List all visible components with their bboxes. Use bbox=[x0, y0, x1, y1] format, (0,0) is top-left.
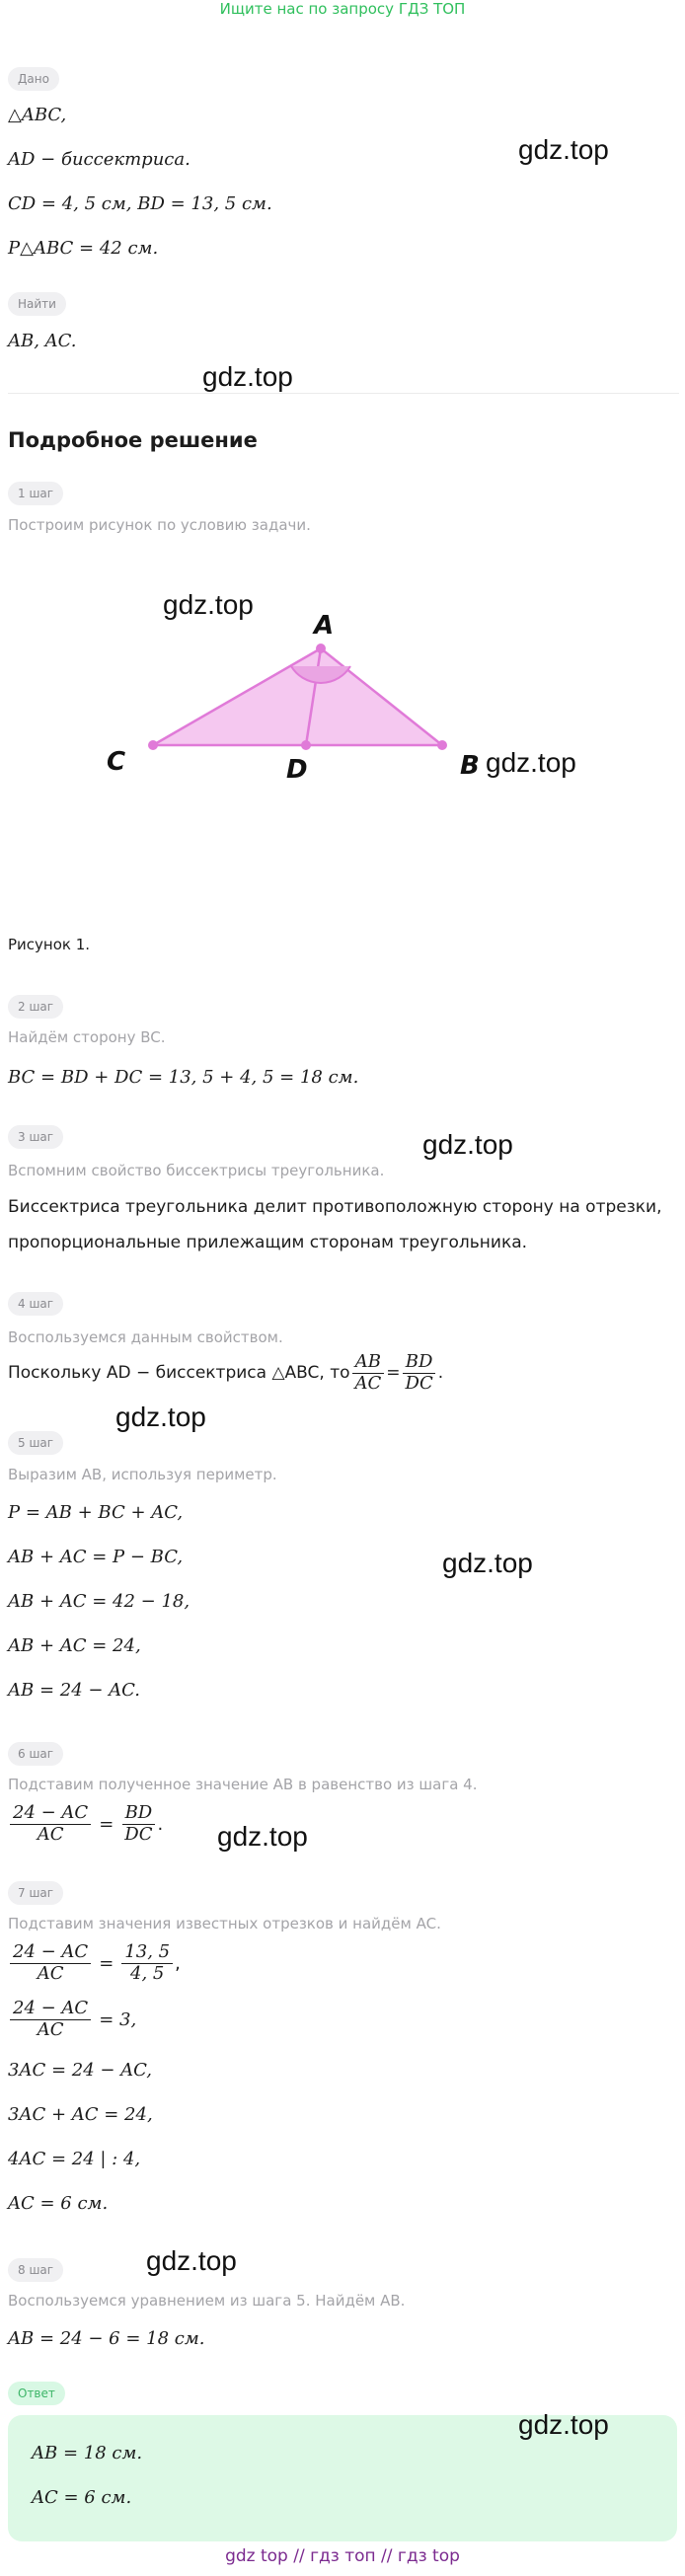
equals-three: = 3, bbox=[99, 2008, 137, 2030]
watermark: gdz.top bbox=[518, 134, 609, 165]
point-b bbox=[437, 740, 447, 750]
step-1-hint: Построим рисунок по условию задачи. bbox=[8, 516, 311, 534]
label-a: A bbox=[314, 611, 335, 641]
figure-caption: Рисунок 1. bbox=[8, 936, 91, 953]
answer-line-2: AC = 6 см. bbox=[32, 2487, 132, 2508]
step-2-hint: Найдём сторону BC. bbox=[8, 1028, 166, 1046]
equals-sign: = bbox=[386, 1363, 401, 1384]
fraction-24-ac bbox=[10, 1999, 91, 2040]
label-b: B bbox=[460, 751, 480, 781]
fraction-ab-ac bbox=[352, 1352, 385, 1394]
fraction-24-ac bbox=[10, 1803, 91, 1845]
watermark: gdz.top bbox=[486, 747, 576, 778]
comma: , bbox=[175, 1952, 181, 1974]
fraction-den: AC bbox=[37, 2018, 64, 2040]
triangle-figure bbox=[0, 553, 685, 809]
fraction-num: 24 − AC bbox=[10, 1942, 91, 1964]
step-7-equation-1 bbox=[8, 1942, 181, 1984]
step-3-text-2: пропорциональные прилежащим сторонам треугольника. bbox=[8, 1233, 528, 1252]
point-a bbox=[316, 644, 326, 653]
fraction-num: AB bbox=[352, 1352, 384, 1374]
triangle-shape bbox=[153, 648, 442, 745]
fraction-24-ac bbox=[10, 1942, 91, 1984]
step-5-hint: Выразим AB, используя периметр. bbox=[8, 1466, 277, 1483]
step-4-text: Поскольку AD − биссектриса △ABC, то bbox=[8, 1363, 350, 1384]
equals-sign: = bbox=[99, 1952, 114, 1974]
watermark: gdz.top bbox=[217, 1821, 308, 1852]
given-line-4: P△ABC = 42 см. bbox=[8, 238, 159, 259]
point-d bbox=[301, 740, 311, 750]
period: . bbox=[437, 1363, 444, 1384]
watermark: gdz.top bbox=[202, 361, 293, 392]
step-8-badge: 8 шаг bbox=[8, 2258, 63, 2282]
step-5-line-3: AB + AC = 42 − 18, bbox=[8, 1591, 190, 1612]
fraction-num: 24 − AC bbox=[10, 1803, 91, 1825]
step-7-hint: Подставим значения известных отрезков и найдём AC. bbox=[8, 1915, 441, 1932]
step-5-badge: 5 шаг bbox=[8, 1431, 63, 1455]
point-c bbox=[148, 740, 158, 750]
step-7-line-4: AC = 6 см. bbox=[8, 2193, 109, 2214]
solution-title: Подробное решение bbox=[8, 428, 258, 452]
step-2-line: BC = BD + DC = 13, 5 + 4, 5 = 18 см. bbox=[8, 1067, 359, 1088]
answer-badge: Ответ bbox=[8, 2382, 65, 2405]
step-3-text-1: Биссектриса треугольника делит противоположную сторону на отрезки, bbox=[8, 1197, 662, 1217]
fraction-den: DC bbox=[405, 1372, 433, 1394]
footer-links[interactable]: gdz top // гдз топ // гдз top bbox=[225, 2546, 460, 2566]
answer-line-1: AB = 18 см. bbox=[32, 2443, 143, 2463]
given-badge: Дано bbox=[8, 67, 59, 91]
step-7-badge: 7 шаг bbox=[8, 1881, 63, 1905]
step-6-equation bbox=[8, 1803, 163, 1845]
step-3-badge: 3 шаг bbox=[8, 1125, 63, 1149]
watermark: gdz.top bbox=[163, 589, 254, 620]
step-6-hint: Подставим полученное значение AB в равенство из шага 4. bbox=[8, 1776, 478, 1793]
watermark: gdz.top bbox=[518, 2409, 609, 2440]
step-7-line-1: 3AC = 24 − AC, bbox=[8, 2060, 153, 2081]
step-7-line-3: 4AC = 24 | : 4, bbox=[8, 2149, 141, 2169]
given-line-3: CD = 4, 5 см, BD = 13, 5 см. bbox=[8, 193, 272, 214]
step-7-line-2: 3AC + AC = 24, bbox=[8, 2104, 153, 2125]
step-5-line-1: P = AB + BC + AC, bbox=[8, 1502, 184, 1523]
step-5-line-4: AB + AC = 24, bbox=[8, 1635, 141, 1656]
watermark: gdz.top bbox=[442, 1548, 533, 1578]
step-5-line-5: AB = 24 − AC. bbox=[8, 1680, 141, 1701]
step-4-badge: 4 шаг bbox=[8, 1292, 63, 1316]
divider bbox=[8, 393, 679, 394]
given-line-1: △ABC, bbox=[8, 105, 67, 125]
fraction-den: AC bbox=[37, 1962, 64, 1984]
step-2-badge: 2 шаг bbox=[8, 995, 63, 1019]
step-4-hint: Воспользуемся данным свойством. bbox=[8, 1328, 283, 1346]
fraction-135-45 bbox=[121, 1942, 173, 1984]
step-8-hint: Воспользуемся уравнением из шага 5. Найдём AB. bbox=[8, 2292, 406, 2310]
step-7-equation-2 bbox=[8, 1999, 136, 2040]
fraction-num: 13, 5 bbox=[121, 1942, 173, 1964]
watermark: gdz.top bbox=[422, 1129, 513, 1160]
fraction-den: AC bbox=[37, 1823, 64, 1845]
fraction-num: 24 − AC bbox=[10, 1999, 91, 2020]
find-badge: Найти bbox=[8, 292, 66, 316]
fraction-den: AC bbox=[354, 1372, 382, 1394]
fraction-den: 4, 5 bbox=[130, 1962, 165, 1984]
fraction-num: BD bbox=[403, 1352, 436, 1374]
fraction-bd-dc bbox=[403, 1352, 436, 1394]
equals-sign: = bbox=[99, 1813, 114, 1835]
step-5-line-2: AB + AC = P − BC, bbox=[8, 1547, 184, 1567]
given-line-2: AD − биссектриса. bbox=[8, 149, 190, 170]
fraction-bd-dc bbox=[121, 1803, 155, 1845]
label-c: C bbox=[107, 747, 126, 777]
step-8-line: AB = 24 − 6 = 18 см. bbox=[8, 2328, 205, 2349]
step-3-hint: Вспомним свойство биссектрисы треугольника. bbox=[8, 1162, 385, 1179]
fraction-num: BD bbox=[122, 1803, 156, 1825]
step-6-badge: 6 шаг bbox=[8, 1742, 63, 1766]
top-search-link[interactable]: Ищите нас по запросу ГДЗ ТОП bbox=[219, 0, 466, 18]
label-d: D bbox=[286, 755, 308, 785]
step-4-statement bbox=[8, 1352, 443, 1394]
find-line: AB, AC. bbox=[8, 331, 77, 351]
period: . bbox=[157, 1813, 164, 1835]
watermark: gdz.top bbox=[146, 2245, 237, 2276]
fraction-den: DC bbox=[124, 1823, 153, 1845]
watermark: gdz.top bbox=[115, 1402, 206, 1432]
step-1-badge: 1 шаг bbox=[8, 482, 63, 505]
